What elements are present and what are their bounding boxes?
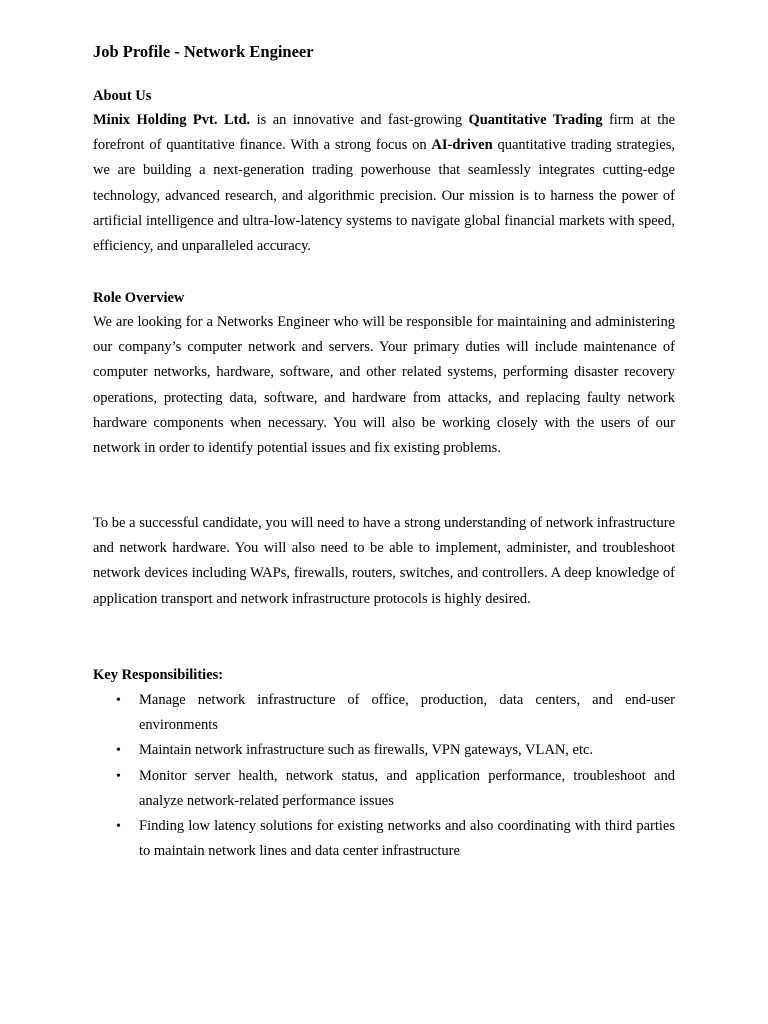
responsibilities-list [93, 688, 675, 864]
quantitative-trading-highlight: Quantitative Trading [468, 112, 603, 128]
company-name: Minix Holding Pvt. Ltd. [93, 112, 251, 128]
list-item-text: Finding low latency solutions for existing networks and also coordinating with third parties to maintain network lines and data center infrastructure [139, 818, 675, 860]
list-item-text: Monitor server health, network status, and application performance, troubleshoot and analyze network-related performance issues [139, 767, 675, 809]
list-item [93, 738, 675, 763]
role-overview-heading: Role Overview [93, 290, 185, 306]
list-item [93, 688, 675, 738]
bullet-icon: • [116, 768, 121, 784]
about-us-heading: About Us [93, 88, 152, 104]
list-item-text: Manage network infrastructure of office, production, data centers, and end-user environments [139, 692, 675, 734]
role-overview-paragraph-2: To be a successful candidate, you will need to have a strong understanding of network infrastructure and network hardware. You will also need to be able to implement, administer, and troubleshoot network devices including WAPs, firewalls, routers, switches, and controllers. A deep knowledge of application transport and network infrastructure protocols is highly desired. [93, 515, 675, 607]
document-title: Job Profile - Network Engineer [93, 42, 314, 61]
list-item-text: Maintain network infrastructure such as firewalls, VPN gateways, VLAN, etc. [139, 742, 594, 759]
key-responsibilities-heading: Key Responsibilities: [93, 667, 224, 683]
about-us-paragraph [93, 108, 675, 259]
about-text-1: is an innovative and fast-growing [250, 112, 469, 128]
ai-driven-highlight: AI-driven [431, 137, 493, 154]
about-text-2: firm at the forefront of quantitative finance. With a strong focus on [93, 112, 676, 154]
role-overview-paragraph-1: We are looking for a Networks Engineer who will be responsible for maintaining and administering our company’s computer network and servers. Your primary duties will include maintenance of computer networks, hardware, software, and other related systems, performing disaster recovery operations, protecting data, software, and hardware from attacks, and replacing faulty network hardware components when necessary. You will also be working closely with the users of our network in order to identify potential issues and fix existing problems. [93, 314, 675, 457]
bullet-icon: • [116, 693, 121, 708]
about-text-3: quantitative trading strategies, we are building a next-generation trading powerhouse that seamlessly integrates cutting-edge technology, advanced research, and algorithmic precision. Our mission is to harness the power of artificial intelligence and ultra-low-latency systems to navigate global financial markets with speed, efficiency, and unparalleled accuracy. [93, 137, 676, 255]
bullet-icon: • [116, 743, 121, 759]
list-item [93, 814, 675, 864]
bullet-icon: • [116, 819, 121, 835]
list-item [93, 764, 675, 814]
